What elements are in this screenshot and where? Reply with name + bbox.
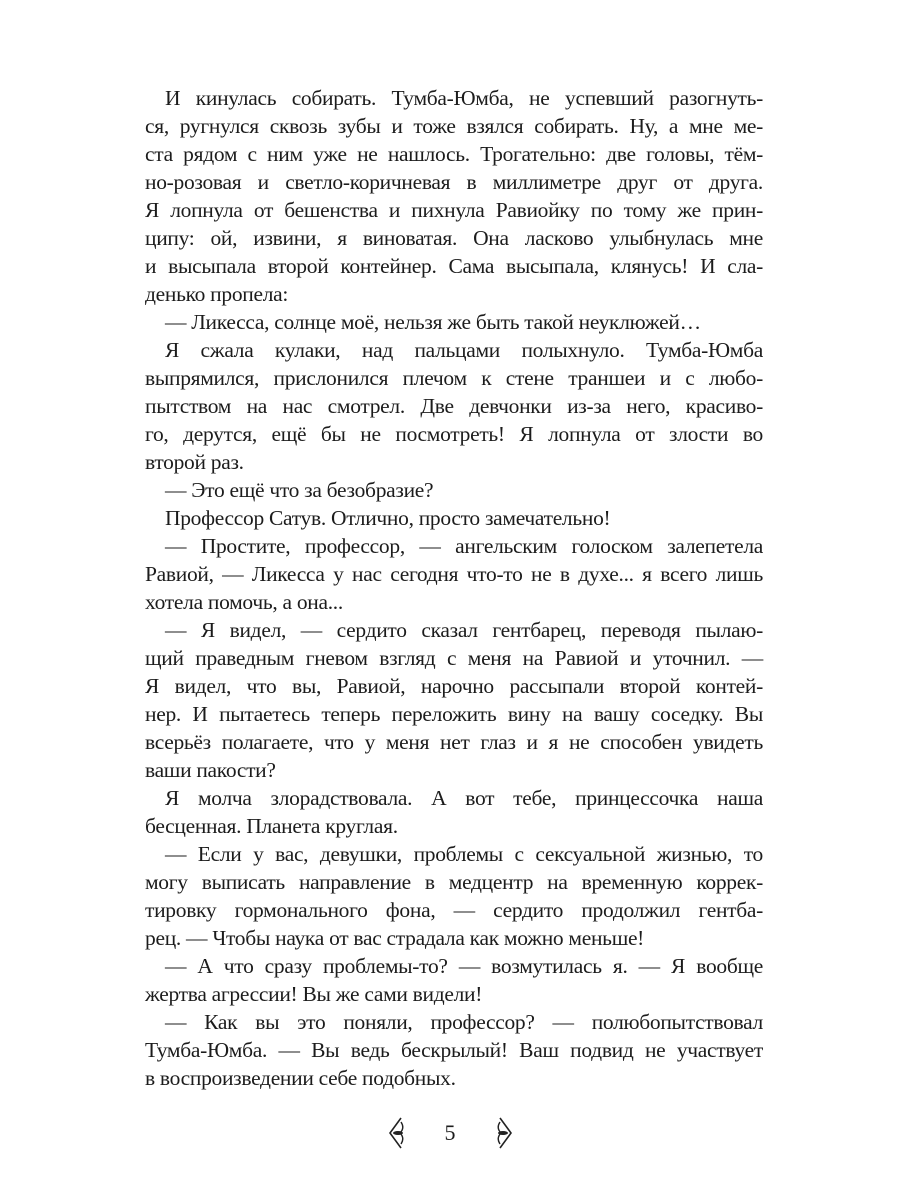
text-line: Тумба-Юмба. — Вы ведь бескрылый! Ваш подвид не участвует bbox=[145, 1038, 763, 1062]
text-line: бесценная. Планета круглая. bbox=[145, 814, 398, 838]
text-line: ся, ругнулся сквозь зубы и тоже взялся собирать. Ну, а мне ме- bbox=[145, 114, 763, 138]
body-text bbox=[145, 84, 763, 1092]
text-line: Я сжала кулаки, над пальцами полыхнуло. Тумба-Юмба bbox=[165, 338, 763, 362]
text-line: Я лопнула от бешенства и пихнула Равиойку по тому же прин- bbox=[145, 198, 763, 222]
ornament-left-icon bbox=[387, 1116, 411, 1150]
page-number: 5 bbox=[444, 1120, 456, 1145]
text-line: жертва агрессии! Вы же сами видели! bbox=[145, 982, 483, 1006]
text-line: но-розовая и светло-коричневая в миллиметре друг от друга. bbox=[145, 170, 763, 194]
text-line: ципу: ой, извини, я виноватая. Она ласково улыбнулась мне bbox=[145, 226, 763, 250]
text-line: всерьёз полагаете, что у меня нет глаз и я не способен увидеть bbox=[145, 730, 763, 754]
text-line: Я видел, что вы, Равиой, нарочно рассыпали второй контей- bbox=[145, 674, 763, 698]
text-line: нер. И пытаетесь теперь переложить вину на вашу соседку. Вы bbox=[145, 702, 763, 726]
text-line: го, дерутся, ещё бы не посмотреть! Я лопнула от злости во bbox=[145, 422, 763, 446]
text-line: И кинулась собирать. Тумба-Юмба, не успевший разогнуть- bbox=[165, 86, 763, 110]
text-line: денько пропела: bbox=[145, 282, 289, 306]
ornament-right-icon bbox=[490, 1116, 514, 1150]
text-line: в воспроизведении себе подобных. bbox=[145, 1066, 456, 1090]
text-line: тировку гормонального фона, — сердито продолжил гентба- bbox=[145, 898, 763, 922]
text-line: — А что сразу проблемы-то? — возмутилась я. — Я вообще bbox=[165, 954, 763, 978]
text-line: второй раз. bbox=[145, 450, 244, 474]
text-line: щий праведным гневом взгляд с меня на Равиой и уточнил. — bbox=[145, 646, 763, 670]
page-footer bbox=[0, 1116, 900, 1150]
text-line: рец. — Чтобы наука от вас страдала как можно меньше! bbox=[145, 926, 645, 950]
text-line: Профессор Сатув. Отлично, просто замечательно! bbox=[165, 506, 611, 530]
text-line: ваши пакости? bbox=[145, 758, 276, 782]
text-line: — Я видел, — сердито сказал гентбарец, переводя пылаю- bbox=[165, 618, 763, 642]
text-line: пытством на нас смотрел. Две девчонки из-за него, красиво- bbox=[145, 394, 763, 418]
text-line: Я молча злорадствовала. А вот тебе, принцессочка наша bbox=[165, 786, 763, 810]
text-line: Равиой, — Ликесса у нас сегодня что-то не в духе... я всего лишь bbox=[145, 562, 763, 586]
text-line: выпрямился, прислонился плечом к стене траншеи и с любо- bbox=[145, 366, 763, 390]
text-line: — Если у вас, девушки, проблемы с сексуальной жизнью, то bbox=[165, 842, 763, 866]
text-line: могу выписать направление в медцентр на временную коррек- bbox=[145, 870, 763, 894]
text-line: — Как вы это поняли, профессор? — полюбопытствовал bbox=[165, 1010, 763, 1034]
text-line: ста рядом с ним уже не нашлось. Трогательно: две головы, тём- bbox=[145, 142, 763, 166]
text-line: хотела помочь, а она... bbox=[145, 590, 343, 614]
text-line: — Простите, профессор, — ангельским голоском залепетела bbox=[165, 534, 763, 558]
text-line: — Ликесса, солнце моё, нельзя же быть такой неуклюжей… bbox=[165, 310, 701, 334]
text-line: — Это ещё что за безобразие? bbox=[165, 478, 434, 502]
text-line: и высыпала второй контейнер. Сама высыпала, клянусь! И сла- bbox=[145, 254, 763, 278]
